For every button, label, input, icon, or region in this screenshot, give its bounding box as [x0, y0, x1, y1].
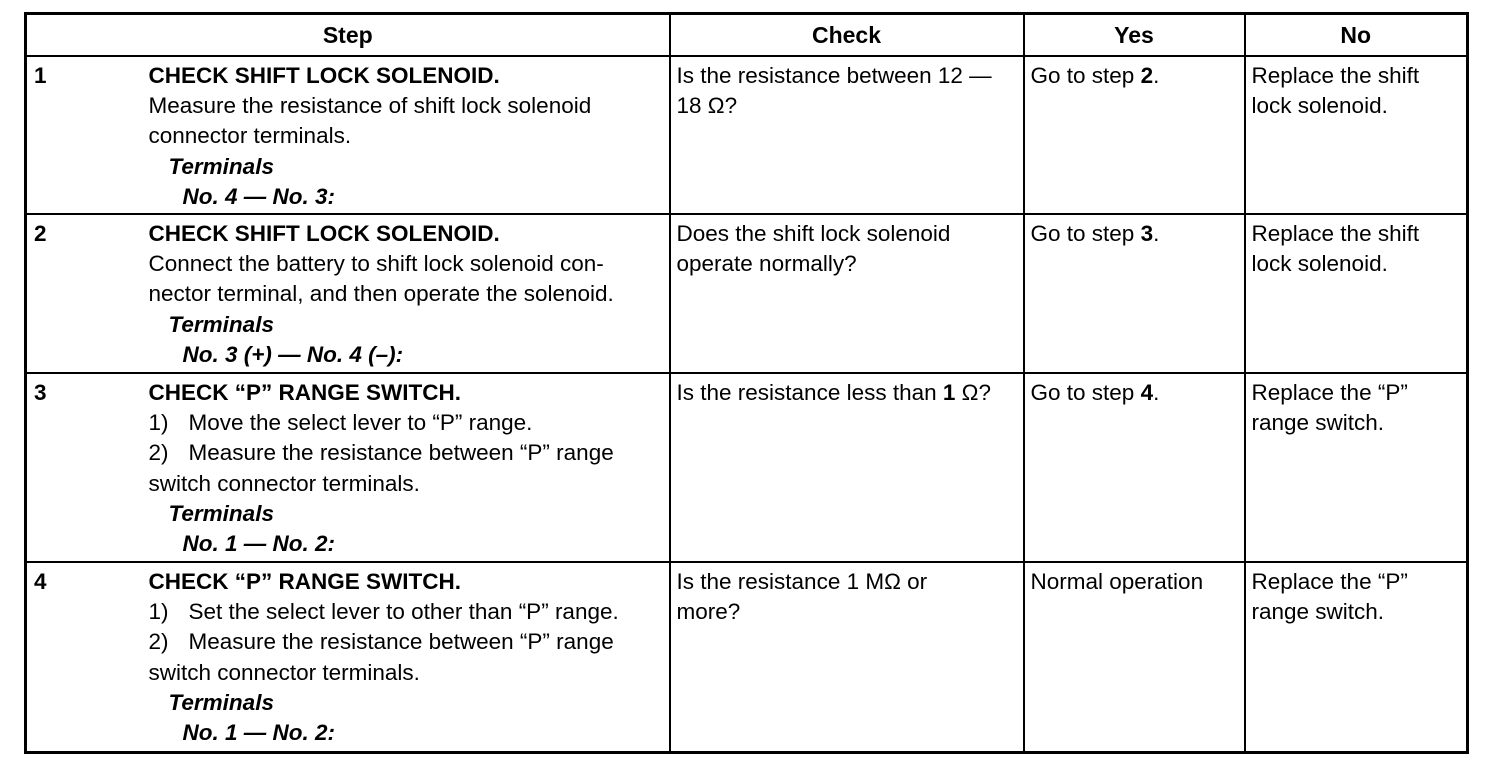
no-line: Replace the shift — [1251, 63, 1420, 88]
no-text — [1246, 215, 1467, 279]
yes-text — [1025, 57, 1244, 91]
step-text-line: nector terminal, and then operate the solenoid. — [148, 281, 614, 307]
terminals-label: Terminals — [168, 311, 274, 337]
step-text-line: connector terminals. — [148, 123, 352, 149]
step-text-line: Connect the battery to shift lock solenoid con- — [148, 251, 604, 277]
yes-step-ref: 2 — [1140, 63, 1154, 88]
step-heading: CHECK SHIFT LOCK SOLENOID. — [148, 221, 500, 246]
check-text — [671, 563, 1023, 627]
no-text — [1246, 563, 1467, 627]
sub-step-number: 2) — [148, 629, 169, 655]
step-body — [149, 57, 669, 212]
check-line: more? — [676, 599, 741, 625]
check-prefix: Is the resistance less than — [676, 380, 943, 405]
check-suffix: Ω? — [955, 380, 991, 405]
terminals-value: No. 1 — No. 2: — [182, 720, 336, 746]
sub-step-1 — [149, 408, 663, 438]
header-no: No — [1245, 14, 1468, 57]
terminals-label: Terminals — [168, 500, 274, 526]
terminals-value: No. 3 (+) — No. 4 (–): — [182, 341, 404, 367]
step-number: 1 — [34, 63, 47, 88]
step-number: 4 — [34, 569, 47, 594]
sub-step-text: Measure the resistance between “P” range — [188, 629, 614, 655]
table-header-row — [26, 14, 1468, 57]
terminals-label: Terminals — [168, 153, 274, 179]
terminals-value: No. 4 — No. 3: — [182, 183, 336, 209]
yes-text — [1025, 374, 1244, 408]
table-row — [26, 214, 1468, 373]
step-body — [149, 563, 669, 748]
sub-step-number: 1) — [148, 410, 169, 436]
step-heading: CHECK SHIFT LOCK SOLENOID. — [148, 63, 500, 88]
no-line: Replace the “P” — [1251, 569, 1408, 594]
no-text — [1246, 57, 1467, 121]
check-text — [671, 57, 1023, 121]
step-text-line: Measure the resistance of shift lock solenoid — [148, 93, 592, 119]
step-body — [149, 374, 669, 559]
yes-text — [1025, 215, 1244, 249]
terminals-value: No. 1 — No. 2: — [182, 531, 336, 557]
check-text — [671, 374, 1023, 408]
yes-step-ref: 4 — [1140, 380, 1154, 405]
step-number: 3 — [34, 380, 47, 405]
header-step: Step — [26, 14, 670, 57]
check-line: operate normally? — [676, 251, 857, 277]
no-line: range switch. — [1251, 410, 1385, 436]
no-line: lock solenoid. — [1251, 93, 1388, 119]
yes-suffix: . — [1153, 221, 1160, 246]
table-row — [26, 562, 1468, 752]
yes-suffix: . — [1153, 63, 1160, 88]
no-line: Replace the shift — [1251, 221, 1420, 246]
diagnostic-table — [24, 12, 1469, 754]
sub-step-text: Measure the resistance between “P” range — [188, 440, 614, 466]
step-body — [149, 215, 669, 370]
sub-step-text: Move the select lever to “P” range. — [188, 410, 533, 436]
check-line: Is the resistance 1 MΩ or — [676, 569, 928, 594]
step-heading: CHECK “P” RANGE SWITCH. — [148, 380, 462, 405]
yes-prefix: Go to step — [1030, 380, 1141, 405]
sub-step-continuation: switch connector terminals. — [148, 470, 420, 496]
sub-step-text: Set the select lever to other than “P” range. — [188, 599, 619, 625]
header-yes: Yes — [1024, 14, 1245, 57]
sub-step-continuation: switch connector terminals. — [148, 659, 420, 685]
table-row — [26, 373, 1468, 562]
yes-suffix: . — [1153, 380, 1160, 405]
sub-step-2 — [149, 627, 663, 657]
no-line: lock solenoid. — [1251, 251, 1388, 277]
step-heading: CHECK “P” RANGE SWITCH. — [148, 569, 462, 594]
check-line: Is the resistance between 12 — — [676, 63, 992, 88]
step-number: 2 — [34, 221, 47, 246]
table-row — [26, 56, 1468, 214]
sub-step-number: 2) — [148, 440, 169, 466]
yes-step-ref: 3 — [1140, 221, 1154, 246]
terminals-label: Terminals — [168, 689, 274, 715]
no-text — [1246, 374, 1467, 438]
check-value: 1 — [942, 380, 956, 405]
header-check: Check — [670, 14, 1024, 57]
sub-step-2 — [149, 438, 663, 468]
check-line: Does the shift lock solenoid — [676, 221, 951, 246]
yes-prefix: Go to step — [1030, 221, 1141, 246]
sub-step-number: 1) — [148, 599, 169, 625]
yes-prefix: Go to step — [1030, 63, 1141, 88]
sub-step-1 — [149, 597, 663, 627]
no-line: Replace the “P” — [1251, 380, 1408, 405]
no-line: range switch. — [1251, 599, 1385, 625]
check-line: 18 Ω? — [676, 93, 738, 119]
yes-text: Normal operation — [1030, 569, 1204, 594]
check-text — [671, 215, 1023, 279]
